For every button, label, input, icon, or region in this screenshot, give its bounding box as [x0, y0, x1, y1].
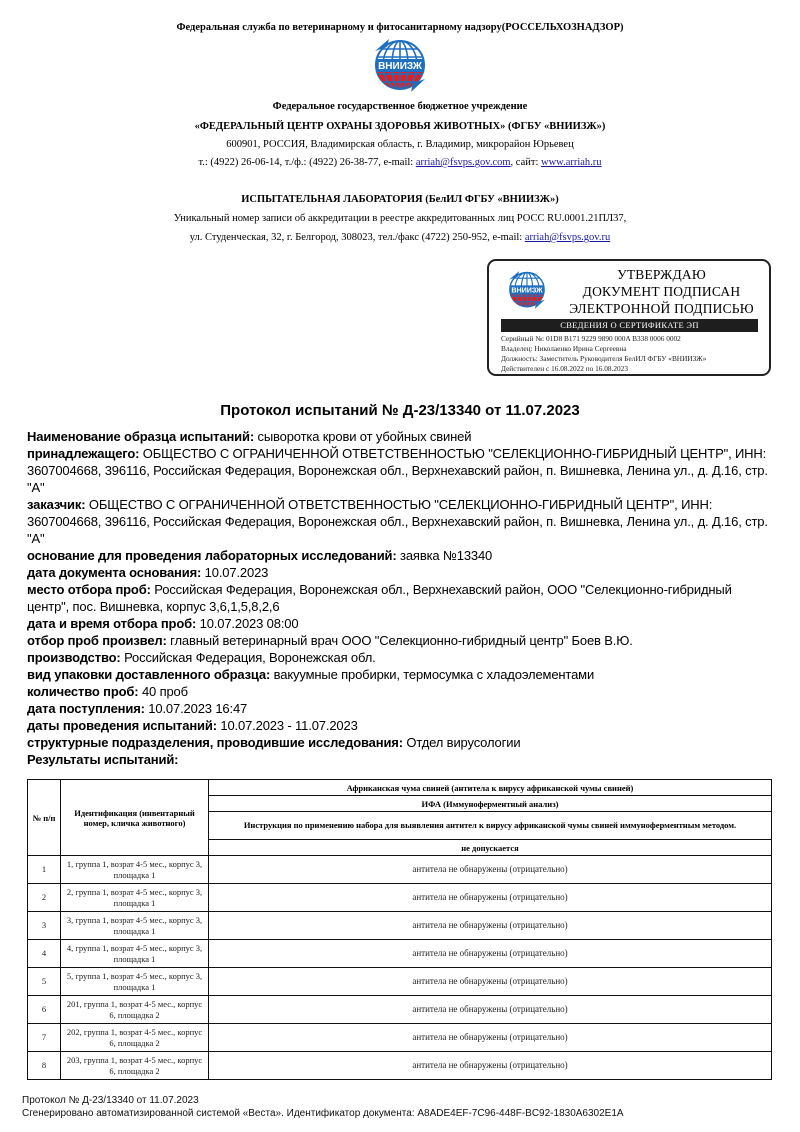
field-departments — [27, 734, 777, 751]
cert-owner: Владелец: Николаенко Ирина Сергеевна — [501, 344, 627, 353]
field-packaging — [27, 666, 777, 683]
cert-position: Должность: Заместитель Руководителя БелИЛ ФГБУ «ВНИИЗЖ» — [501, 354, 707, 363]
header-norm: не допускается — [209, 840, 772, 856]
field-value: 10.07.2023 16:47 — [144, 701, 248, 716]
table-row — [28, 940, 772, 968]
results-heading-text: Результаты испытаний: — [27, 752, 179, 767]
footer-generated: Сгенерировано автоматизированной системой «Веста». Идентификатор документа: A8ADE4EF-7C96-448F-BC92-1830A6302E1A — [22, 1108, 624, 1119]
row-id: 5, группа 1, возрат 4-5 мес., корпус 3, площадка 1 — [61, 968, 209, 996]
results-heading — [27, 751, 777, 768]
field-customer — [27, 496, 777, 547]
institution-type: Федеральное государственное бюджетное учреждение — [272, 101, 528, 112]
field-value: 40 проб — [138, 684, 188, 699]
row-result: антитела не обнаружены (отрицательно) — [209, 996, 772, 1024]
header-num: № п/п — [28, 780, 61, 856]
row-result: антитела не обнаружены (отрицательно) — [209, 856, 772, 884]
field-sampling-datetime — [27, 615, 777, 632]
field-sampling-place — [27, 581, 777, 615]
protocol-fields — [27, 428, 777, 768]
site-link[interactable]: www.arriah.ru — [541, 157, 602, 168]
field-label: дата и время отбора проб: — [27, 616, 197, 631]
protocol-title: Протокол испытаний № Д-23/13340 от 11.07.2023 — [220, 402, 580, 419]
field-value: Российская Федерация, Воронежская обл. — [120, 650, 376, 665]
field-label: даты проведения испытаний: — [27, 718, 217, 733]
field-value: ОБЩЕСТВО С ОГРАНИЧЕННОЙ ОТВЕТСТВЕННОСТЬЮ "СЕЛЕКЦИОННО-ГИБРИДНЫЙ ЦЕНТР", ИНН: 3607004668, 396116, Российская Федерация, Воронежская обл., Верхнехавский район, п. Вишневка, Ленина ул., д. Д.16, стр. "А" — [27, 497, 768, 546]
field-value: ОБЩЕСТВО С ОГРАНИЧЕННОЙ ОТВЕТСТВЕННОСТЬЮ "СЕЛЕКЦИОННО-ГИБРИДНЫЙ ЦЕНТР", ИНН: 3607004668, 396116, Российская Федерация, Воронежская обл., Верхнехавский район, п. Вишневка, Ленина ул., д. Д.16, стр. "А" — [27, 446, 768, 495]
row-result: антитела не обнаружены (отрицательно) — [209, 884, 772, 912]
field-value: 10.07.2023 08:00 — [196, 616, 299, 631]
row-result: антитела не обнаружены (отрицательно) — [209, 912, 772, 940]
field-test-dates — [27, 717, 777, 734]
row-num: 7 — [28, 1024, 61, 1052]
institution-address: 600901, РОССИЯ, Владимирская область, г. Владимир, микрорайон Юрьевец — [226, 139, 574, 150]
field-basis-date — [27, 564, 777, 581]
row-result: антитела не обнаружены (отрицательно) — [209, 1024, 772, 1052]
stamp-electronic: ЭЛЕКТРОННОЙ ПОДПИСЬЮ — [569, 301, 754, 316]
svg-text:ВНИИЗЖ: ВНИИЗЖ — [511, 286, 543, 295]
lab-address — [0, 232, 800, 243]
cert-header: СВЕДЕНИЯ О СЕРТИФИКАТЕ ЭП — [501, 319, 758, 332]
field-label: основание для проведения лабораторных исследований: — [27, 548, 397, 563]
lab-address-text: ул. Студенческая, 32, г. Белгород, 308023, тел./факс (4722) 250-952, e-mail: — [189, 232, 525, 243]
table-row — [28, 1024, 772, 1052]
field-label: производство: — [27, 650, 121, 665]
table-row — [28, 996, 772, 1024]
email-link[interactable]: arriah@fsvps.gov.com — [415, 157, 511, 168]
field-label: Наименование образца испытаний: — [27, 429, 255, 444]
svg-text:ВНИИЗЖ: ВНИИЗЖ — [378, 61, 422, 72]
field-value: 10.07.2023 - 11.07.2023 — [216, 718, 358, 733]
row-num: 4 — [28, 940, 61, 968]
row-num: 2 — [28, 884, 61, 912]
row-num: 5 — [28, 968, 61, 996]
field-value: Российская Федерация, Воронежская обл., Верхнехавский район, ООО "Селекционно-гибридный центр", пос. Вишневка, корпус 3,6,1,5,8,2,6 — [27, 582, 732, 614]
footer-protocol-ref: Протокол № Д-23/13340 от 11.07.2023 — [22, 1095, 199, 1106]
lab-email-link[interactable]: arriah@fsvps.gov.ru — [524, 232, 611, 243]
field-label: место отбора проб: — [27, 582, 151, 597]
field-value: Отдел вирусологии — [402, 735, 521, 750]
field-label: дата документа основания: — [27, 565, 202, 580]
field-label: дата поступления: — [27, 701, 145, 716]
row-id: 4, группа 1, возрат 4-5 мес., корпус 3, площадка 1 — [61, 940, 209, 968]
field-label: принадлежащего: — [27, 446, 140, 461]
cert-info — [501, 334, 763, 374]
lab-name: ИСПЫТАТЕЛЬНАЯ ЛАБОРАТОРИЯ (БелИЛ ФГБУ «ВНИИЗЖ») — [241, 194, 559, 205]
row-id: 1, группа 1, возрат 4-5 мес., корпус 3, площадка 1 — [61, 856, 209, 884]
field-label: структурные подразделения, проводившие исследования: — [27, 735, 403, 750]
header-disease: Африканская чума свиней (антитела к вирусу африканской чумы свиней) — [209, 780, 772, 796]
stamp-title — [559, 266, 764, 317]
field-received-date — [27, 700, 777, 717]
row-num: 6 — [28, 996, 61, 1024]
field-value: главный ветеринарный врач ООО "Селекционно-гибридный центр" Боев В.Ю. — [166, 633, 633, 648]
row-result: антитела не обнаружены (отрицательно) — [209, 940, 772, 968]
row-num: 3 — [28, 912, 61, 940]
institution-contacts — [0, 157, 800, 168]
row-num: 1 — [28, 856, 61, 884]
field-basis — [27, 547, 777, 564]
row-id: 3, группа 1, возрат 4-5 мес., корпус 3, площадка 1 — [61, 912, 209, 940]
row-result: антитела не обнаружены (отрицательно) — [209, 1052, 772, 1080]
signature-stamp — [487, 259, 771, 376]
table-row — [28, 912, 772, 940]
field-value: заявка №13340 — [396, 548, 493, 563]
table-row — [28, 884, 772, 912]
table-row — [28, 1052, 772, 1080]
row-id: 202, группа 1, возрат 4-5 мес., корпус 6, площадка 2 — [61, 1024, 209, 1052]
table-header-row — [28, 780, 772, 796]
field-label: вид упаковки доставленного образца: — [27, 667, 271, 682]
field-owner — [27, 445, 777, 496]
page-footer — [22, 1094, 624, 1120]
stamp-approve: УТВЕРЖДАЮ — [617, 267, 706, 282]
cert-serial: Серийный №: 01D8 B171 9229 9890 000A B338 0006 0002 — [501, 334, 681, 343]
field-sampled-by — [27, 632, 777, 649]
field-value: вакуумные пробирки, термосумка с хладоэлементами — [270, 667, 595, 682]
row-result: антитела не обнаружены (отрицательно) — [209, 968, 772, 996]
site-label: , сайт: — [510, 157, 541, 168]
field-label: количество проб: — [27, 684, 139, 699]
row-id: 201, группа 1, возрат 4-5 мес., корпус 6, площадка 2 — [61, 996, 209, 1024]
table-row — [28, 968, 772, 996]
contacts-text: т.: (4922) 26-06-14, т./ф.: (4922) 26-38-77, e-mail: — [198, 157, 416, 168]
field-value: сыворотка крови от убойных свиней — [254, 429, 472, 444]
row-id: 2, группа 1, возрат 4-5 мес., корпус 3, площадка 1 — [61, 884, 209, 912]
field-label: отбор проб произвел: — [27, 633, 167, 648]
field-sample-count — [27, 683, 777, 700]
lab-accreditation: Уникальный номер записи об аккредитации в реестре аккредитованных лиц РОСС RU.0001.21ПЛ37, — [173, 213, 627, 224]
field-value: 10.07.2023 — [201, 565, 269, 580]
cert-validity: Действителен с 16.08.2022 по 16.08.2023 — [501, 364, 628, 373]
vniizzh-stamp-logo-icon — [502, 269, 552, 311]
agency-name: Федеральная служба по ветеринарному и фитосанитарному надзору(РОССЕЛЬХОЗНАДЗОР) — [176, 22, 624, 33]
results-table — [27, 779, 772, 1080]
field-sample-name — [27, 428, 777, 445]
field-production — [27, 649, 777, 666]
header-method: ИФА (Иммуноферментный анализ) — [209, 796, 772, 812]
row-num: 8 — [28, 1052, 61, 1080]
field-label: заказчик: — [27, 497, 86, 512]
header-instruction: Инструкция по применению набора для выявления антител к вирусу африканской чумы свиней иммуноферментным методом. — [209, 812, 772, 840]
header-identification: Идентификация (инвентарный номер, кличка животного) — [61, 780, 209, 856]
row-id: 203, группа 1, возрат 4-5 мес., корпус 6, площадка 2 — [61, 1052, 209, 1080]
stamp-signed: ДОКУМЕНТ ПОДПИСАН — [582, 284, 741, 299]
institution-name: «ФЕДЕРАЛЬНЫЙ ЦЕНТР ОХРАНЫ ЗДОРОВЬЯ ЖИВОТНЫХ» (ФГБУ «ВНИИЗЖ») — [194, 121, 606, 132]
vniizzh-logo-icon — [365, 37, 435, 94]
table-row — [28, 856, 772, 884]
